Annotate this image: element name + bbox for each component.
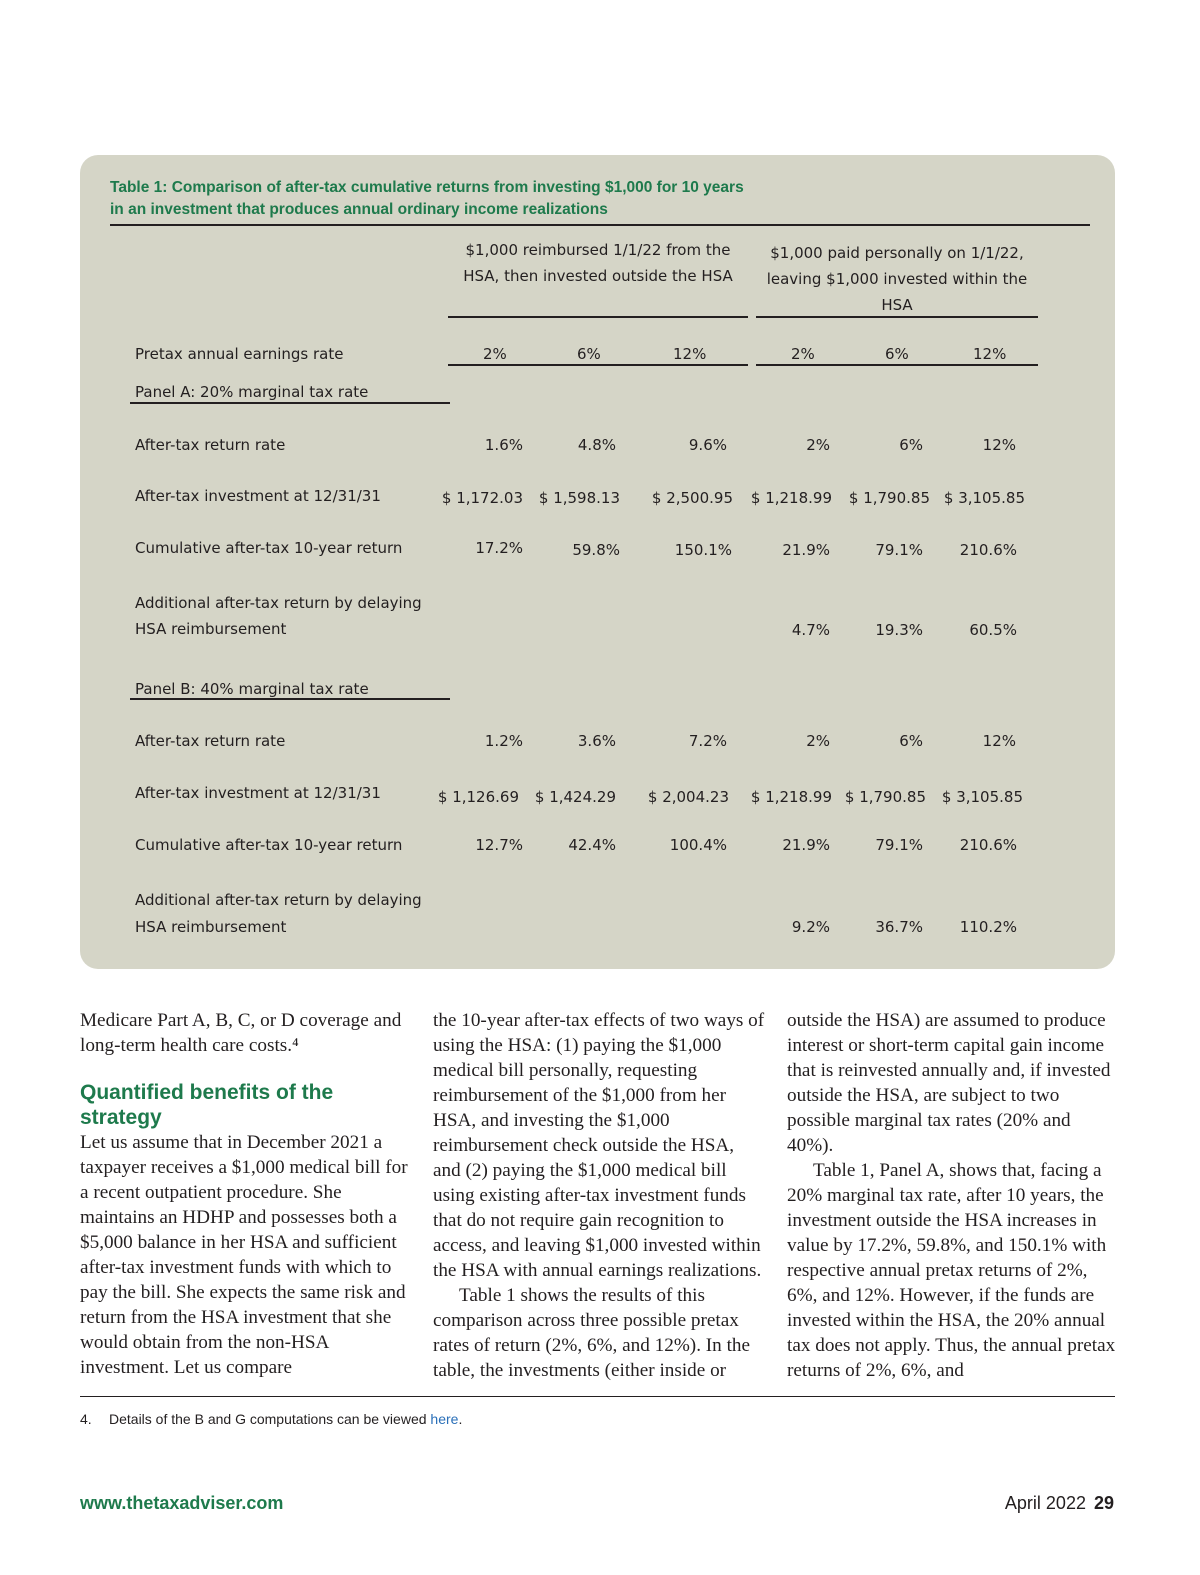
rate-header: 2% (483, 345, 507, 363)
paragraph: Table 1, Panel A, shows that, facing a 20% marginal tax rate, after 10 years, the investment outside the HSA increases in value by 17.2%, 59.8%, and 150.1% with respective annual pretax returns of 2%, 6%, and 12%. However, if the funds are invested within the HSA, the 20% annual tax does not apply. Thus, the annual pretax returns of 2%, 6%, and (787, 1160, 1116, 1381)
table-cell: 4.7% (791, 621, 830, 639)
row-label: Additional after-tax return by delaying (135, 594, 422, 612)
table-cell: $ 2,500.95 (651, 489, 733, 507)
table-cell: $ 3,105.85 (943, 489, 1025, 507)
panel-b-rule (130, 698, 450, 700)
row-label: HSA reimbursement (135, 918, 287, 936)
issue-info (1005, 1493, 1114, 1514)
row-label: After-tax return rate (135, 436, 286, 454)
table-1-panel (80, 155, 1115, 969)
panel-a-rule (130, 402, 450, 404)
table-cell: 3.6% (577, 732, 616, 750)
footnote-rule (80, 1396, 1115, 1397)
paragraph: Let us assume that in December 2021 a taxpayer receives a $1,000 medical bill for a recent outpatient procedure. She maintains an HDHP and possesses both a $5,000 balance in her HSA and sufficient after-tax investment funds with which to pay the bill. She expects the same risk and return from the HSA investment that she would obtain from the non-HSA investment. Let us compare (80, 1132, 408, 1378)
row-label: After-tax investment at 12/31/31 (135, 487, 381, 505)
row-label: After-tax return rate (135, 732, 286, 750)
table-cell: 12.7% (475, 836, 523, 854)
body-column-1 (80, 1008, 412, 1380)
table-cell: 6% (899, 732, 923, 750)
rate-rule-1 (448, 364, 748, 366)
table-cell: 1.6% (484, 436, 523, 454)
body-column-3 (787, 1008, 1117, 1383)
rate-header: 12% (973, 345, 1007, 363)
table-cell: 150.1% (674, 541, 732, 559)
table-cell: 79.1% (875, 541, 923, 559)
rate-header: 6% (577, 345, 601, 363)
table-cell: 21.9% (782, 836, 830, 854)
paragraph: outside the HSA) are assumed to produce interest or short-term capital gain income that is reinvested annually and, if invested outside the HSA, are subject to two possible marginal tax rates (20% and 40%). (787, 1010, 1111, 1156)
body-column-2 (433, 1008, 765, 1383)
section-heading: Quantified benefits of the strategy (80, 1081, 334, 1129)
row-label: HSA reimbursement (135, 620, 287, 638)
table-title-rule (110, 224, 1090, 226)
table-cell: 12% (982, 732, 1016, 750)
table-cell: 36.7% (875, 918, 923, 936)
table-cell: $ 1,172.03 (441, 489, 523, 507)
table-cell: 6% (899, 436, 923, 454)
table-cell: $ 3,105.85 (941, 788, 1023, 806)
site-url[interactable]: www.thetaxadviser.com (80, 1493, 284, 1513)
page-number: 29 (1093, 1493, 1114, 1513)
table-cell: 4.8% (577, 436, 616, 454)
table-cell: $ 1,790.85 (848, 489, 930, 507)
table-cell: $ 1,598.13 (538, 489, 620, 507)
paragraph: Medicare Part A, B, C, or D coverage and long-term health care costs.⁴ (80, 1010, 402, 1056)
paragraph: Table 1 shows the results of this comparison across three possible pretax rates of return (2%, 6%, and 12%). In the table, the investments (either inside or (433, 1285, 751, 1381)
table-cell: 2% (806, 732, 830, 750)
panel-a-label: Panel A: 20% marginal tax rate (135, 383, 369, 401)
table-title (110, 177, 1090, 221)
footnote-link[interactable]: here (430, 1411, 459, 1427)
rate-header: 2% (791, 345, 815, 363)
footnote-text: Details of the B and G computations can be viewed (109, 1411, 431, 1427)
table-cell: 9.6% (688, 436, 727, 454)
row-label: After-tax investment at 12/31/31 (135, 784, 381, 802)
table-cell: 60.5% (969, 621, 1017, 639)
issue-date: April 2022 (1004, 1493, 1086, 1513)
footnote-number: 4. (80, 1411, 92, 1427)
table-cell: $ 1,126.69 (437, 788, 519, 806)
table-title-line-2: in an investment that produces annual ordinary income realizations (110, 201, 608, 218)
table-cell: $ 2,004.23 (647, 788, 729, 806)
table-cell: 12% (982, 436, 1016, 454)
group-header-reimbursed: $1,000 reimbursed 1/1/22 from the HSA, then invested outside the HSA (463, 241, 733, 285)
table-cell: 110.2% (959, 918, 1017, 936)
table-title-line-1: Table 1: Comparison of after-tax cumulative returns from investing $1,000 for 10 years (110, 179, 744, 196)
panel-b-label: Panel B: 40% marginal tax rate (135, 680, 369, 698)
table-cell: 1.2% (484, 732, 523, 750)
row-label: Cumulative after-tax 10-year return (135, 539, 403, 557)
table-cell: 59.8% (572, 541, 620, 559)
table-cell: $ 1,424.29 (534, 788, 616, 806)
table-cell: 17.2% (475, 539, 523, 557)
table-cell: 9.2% (791, 918, 830, 936)
table-cell: 79.1% (875, 836, 923, 854)
row-label: Additional after-tax return by delaying (135, 891, 422, 909)
rate-header: 6% (885, 345, 909, 363)
table-cell: 42.4% (568, 836, 616, 854)
row-label: Cumulative after-tax 10-year return (135, 836, 403, 854)
table-cell: $ 1,790.85 (844, 788, 926, 806)
rate-row-label: Pretax annual earnings rate (135, 345, 344, 363)
table-cell: $ 1,218.99 (750, 489, 832, 507)
group-header-rule-1 (448, 316, 748, 318)
footnote-end: . (458, 1411, 463, 1427)
table-cell: 21.9% (782, 541, 830, 559)
table-cell: 2% (806, 436, 830, 454)
table-cell: 7.2% (688, 732, 727, 750)
table-cell: $ 1,218.99 (750, 788, 832, 806)
table-cell: 210.6% (959, 836, 1017, 854)
group-header-paid-personally: $1,000 paid personally on 1/1/22, leaving $1,000 invested within the HSA (766, 244, 1028, 314)
table-cell: 100.4% (669, 836, 727, 854)
table-cell: 19.3% (875, 621, 923, 639)
rate-rule-2 (756, 364, 1038, 366)
table-cell: 210.6% (959, 541, 1017, 559)
paragraph: the 10-year after-tax effects of two ways of using the HSA: (1) paying the $1,000 medical bill personally, requesting reimbursement of the $1,000 from her HSA, and investing the $1,000 reimbursement check outside the HSA, and (2) paying the $1,000 medical bill using existing after-tax investment funds that do not require gain recognition to access, and leaving $1,000 invested within the HSA with annual earnings realizations. (433, 1010, 765, 1281)
footnote (80, 1411, 462, 1427)
group-header-rule-2 (756, 316, 1038, 318)
rate-header: 12% (673, 345, 707, 363)
